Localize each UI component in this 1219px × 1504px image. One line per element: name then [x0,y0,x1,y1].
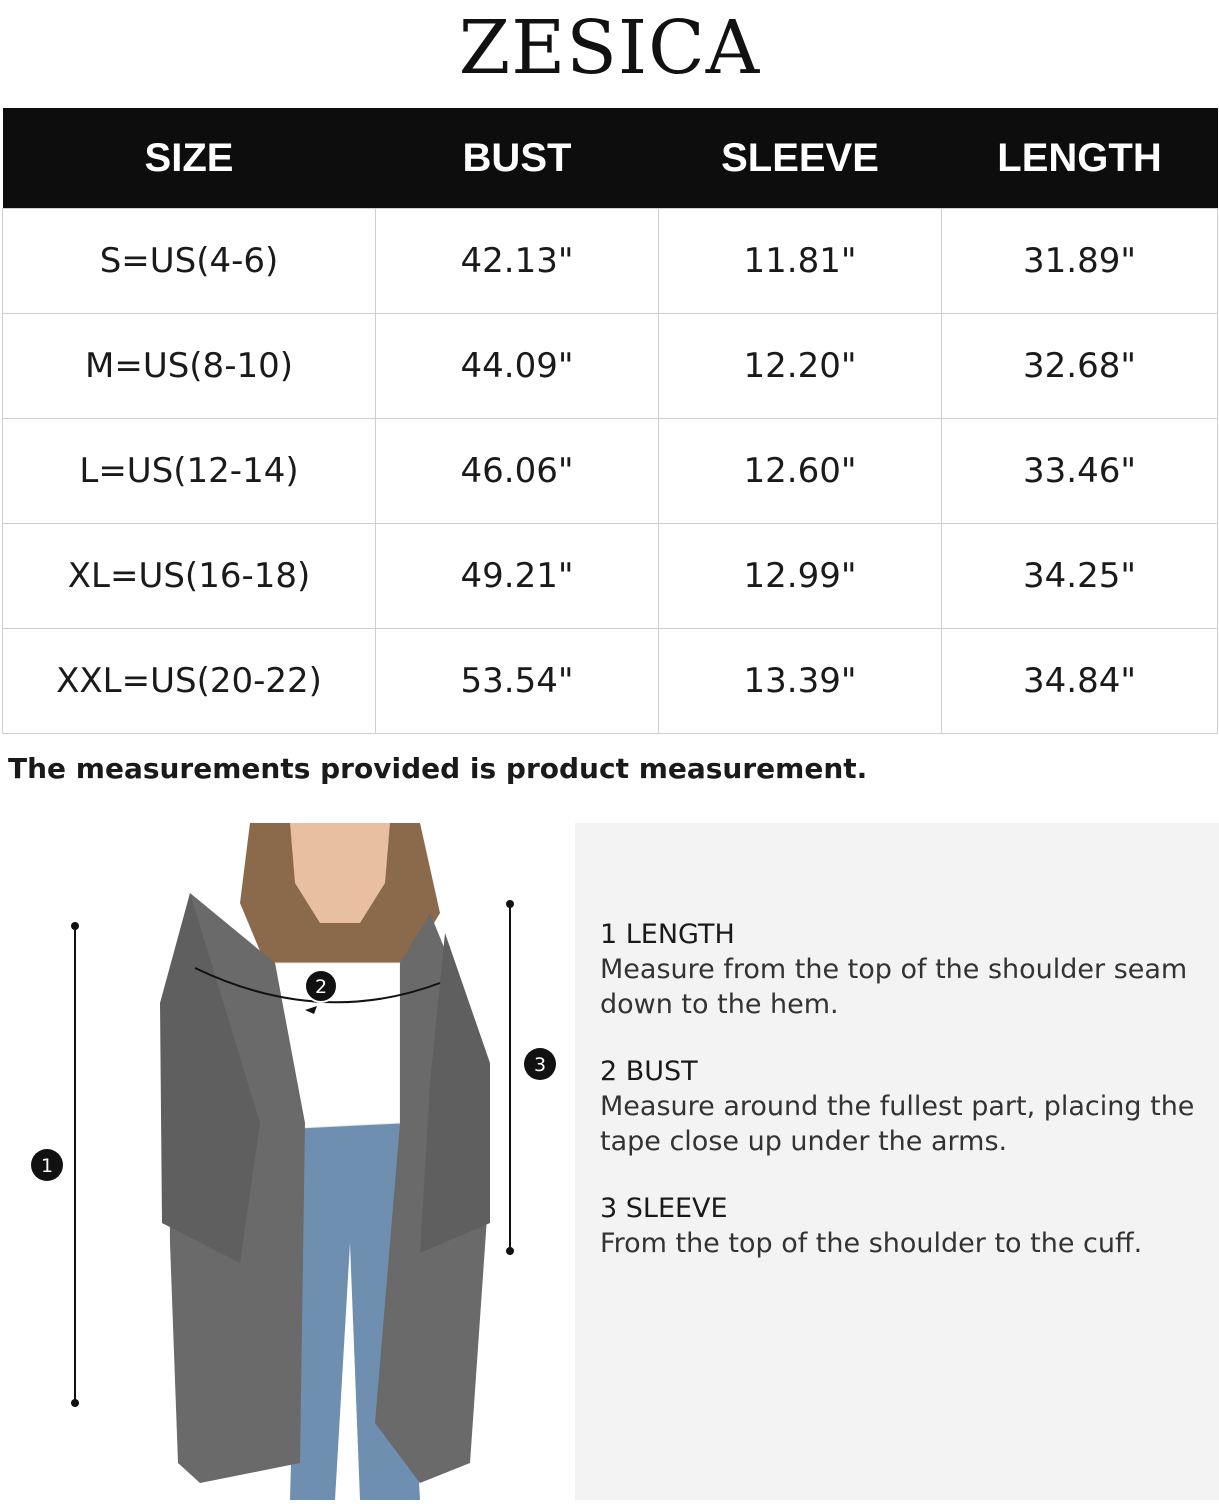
table-row [3,314,1218,419]
bust-cell: 49.21" [376,524,659,629]
bust-cell: 44.09" [376,314,659,419]
guide-bust [600,1055,1200,1159]
marker-1 [31,1149,63,1181]
size-chart-table [2,108,1218,734]
guide-length-desc: Measure from the top of the shoulder seam down to the hem. [600,954,1188,1020]
table-header-row [3,108,1218,209]
guide-bust-desc: Measure around the fullest part, placing the tape close up under the arms. [600,1091,1195,1157]
guide-sleeve-title: 3 SLEEVE [600,1193,728,1224]
sleeve-cell: 11.81" [659,209,942,314]
sleeve-cell: 13.39" [659,629,942,734]
header-size: SIZE [3,108,376,209]
table-row [3,524,1218,629]
sleeve-cell: 12.60" [659,419,942,524]
marker-3 [524,1048,556,1080]
guide-length-title: 1 LENGTH [600,919,735,950]
table-row [3,629,1218,734]
svg-text:3: 3 [533,1054,547,1076]
length-cell: 34.84" [942,629,1218,734]
length-cell: 33.46" [942,419,1218,524]
cardigan-illustration [0,823,560,1500]
guide-bust-title: 2 BUST [600,1056,698,1087]
bust-cell: 53.54" [376,629,659,734]
bust-cell: 46.06" [376,419,659,524]
size-cell: XXL=US(20-22) [3,629,376,734]
length-cell: 32.68" [942,314,1218,419]
sleeve-cell: 12.99" [659,524,942,629]
guide-sleeve-desc: From the top of the shoulder to the cuff. [600,1228,1143,1259]
header-sleeve: SLEEVE [659,108,942,209]
size-cell: S=US(4-6) [3,209,376,314]
bust-cell: 42.13" [376,209,659,314]
size-cell: XL=US(16-18) [3,524,376,629]
svg-text:1: 1 [40,1155,54,1177]
size-cell: M=US(8-10) [3,314,376,419]
sleeve-cell: 12.20" [659,314,942,419]
model-photo [0,823,560,1500]
measurement-note: The measurements provided is product measurement. [8,752,868,785]
length-cell: 31.89" [942,209,1218,314]
header-length: LENGTH [942,108,1218,209]
marker-2 [305,970,337,1002]
svg-text:2: 2 [314,976,328,998]
table-row [3,419,1218,524]
measurement-guide-panel [575,823,1219,1500]
brand-logo: ZESICA [458,5,761,91]
size-cell: L=US(12-14) [3,419,376,524]
guide-length [600,918,1200,1022]
length-cell: 34.25" [942,524,1218,629]
guide-sleeve [600,1192,1200,1261]
table-row [3,209,1218,314]
header-bust: BUST [376,108,659,209]
